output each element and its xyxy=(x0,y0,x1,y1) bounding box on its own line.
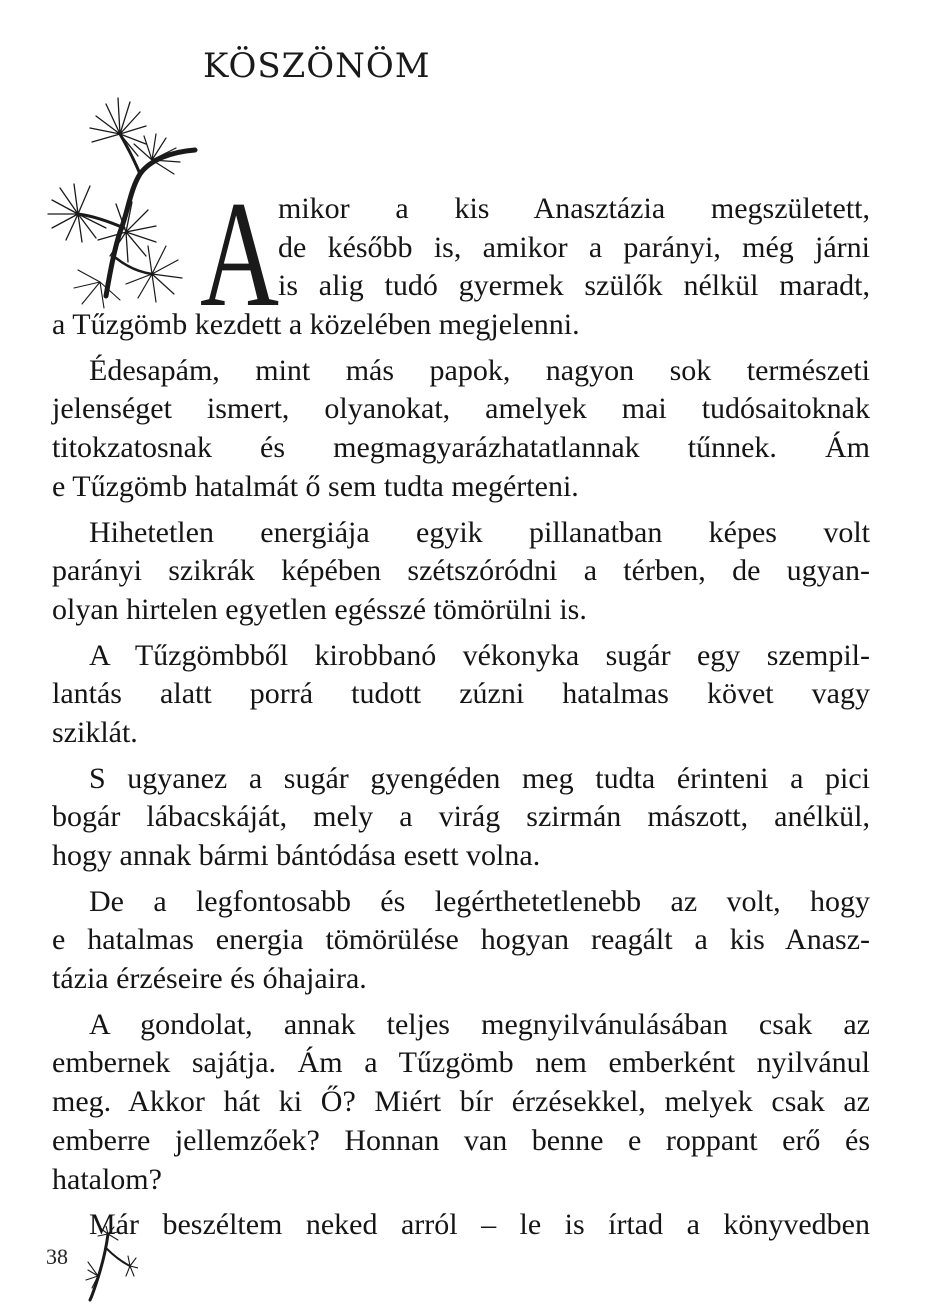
text-line: Hihetetlen energiája egyik pillanatban képes volt xyxy=(89,515,870,549)
text-line: meg. Akkor hát ki Ő? Miért bír érzésekkel, melyek csak az xyxy=(52,1085,870,1119)
text-line: embernek sajátja. Ám a Tűzgömb nem emberként nyilvánul xyxy=(52,1046,870,1080)
text-line: is alig tudó gyermek szülők nélkül maradt, xyxy=(278,269,870,303)
page-number: 38 xyxy=(46,1244,68,1269)
text-line: titokzatosnak és megmagyarázhatatlannak tűnnek. Ám xyxy=(52,431,870,465)
text-line: Édesapám, mint más papok, nagyon sok természeti xyxy=(89,353,870,387)
text-line: A Tűzgömbből kirobbanó vékonyka sugár egy szempil- xyxy=(89,638,870,672)
text-line: Már beszéltem neked arról – le is írtad a könyvedben xyxy=(89,1208,870,1242)
text-line: hogy annak bármi bántódása esett volna. xyxy=(52,839,541,872)
text-line: jelenséget ismert, olyanokat, amelyek mai tudósaitoknak xyxy=(52,392,870,426)
text-line: de később is, amikor a parányi, még járni xyxy=(278,230,870,264)
text-line: hatalom? xyxy=(52,1162,162,1196)
text-line: parányi szikrák képében szétszóródni a térben, de ugyan- xyxy=(52,554,870,588)
text-line: e Tűzgömb hatalmát ő sem tudta megérteni. xyxy=(52,469,579,503)
chapter-title: KÖSZÖNÖM xyxy=(203,46,431,86)
text-line: De a legfontosabb és legérthetetlenebb az volt, hogy xyxy=(89,884,870,918)
text-line: olyan hirtelen egyetlen egésszé tömörülni is. xyxy=(52,592,587,626)
text-line: e hatalmas energia tömörülése hogyan reagált a kis Anasz- xyxy=(52,923,870,957)
drop-cap: A xyxy=(200,170,280,338)
text-line: lantás alatt porrá tudott zúzni hatalmas követ vagy xyxy=(52,677,870,711)
text-line: tázia érzéseire és óhajaira. xyxy=(52,962,367,996)
pine-sprig-icon xyxy=(78,1226,138,1302)
text-line: S ugyanez a sugár gyengéden meg tudta érinteni a pici xyxy=(89,761,870,795)
body-text xyxy=(52,190,870,1245)
text-line: a Tűzgömb kezdett a közelében megjelenni. xyxy=(52,308,580,342)
text-line: mikor a kis Anasztázia megszületett, xyxy=(278,192,870,225)
text-line: A gondolat, annak teljes megnyilvánulásában csak az xyxy=(89,1007,870,1041)
text-line: sziklát. xyxy=(52,715,138,749)
text-line: emberre jellemzőek? Honnan van benne e roppant erő és xyxy=(52,1123,870,1157)
text-line: bogár lábacskáját, mely a virág szirmán mászott, anélkül, xyxy=(52,800,870,834)
